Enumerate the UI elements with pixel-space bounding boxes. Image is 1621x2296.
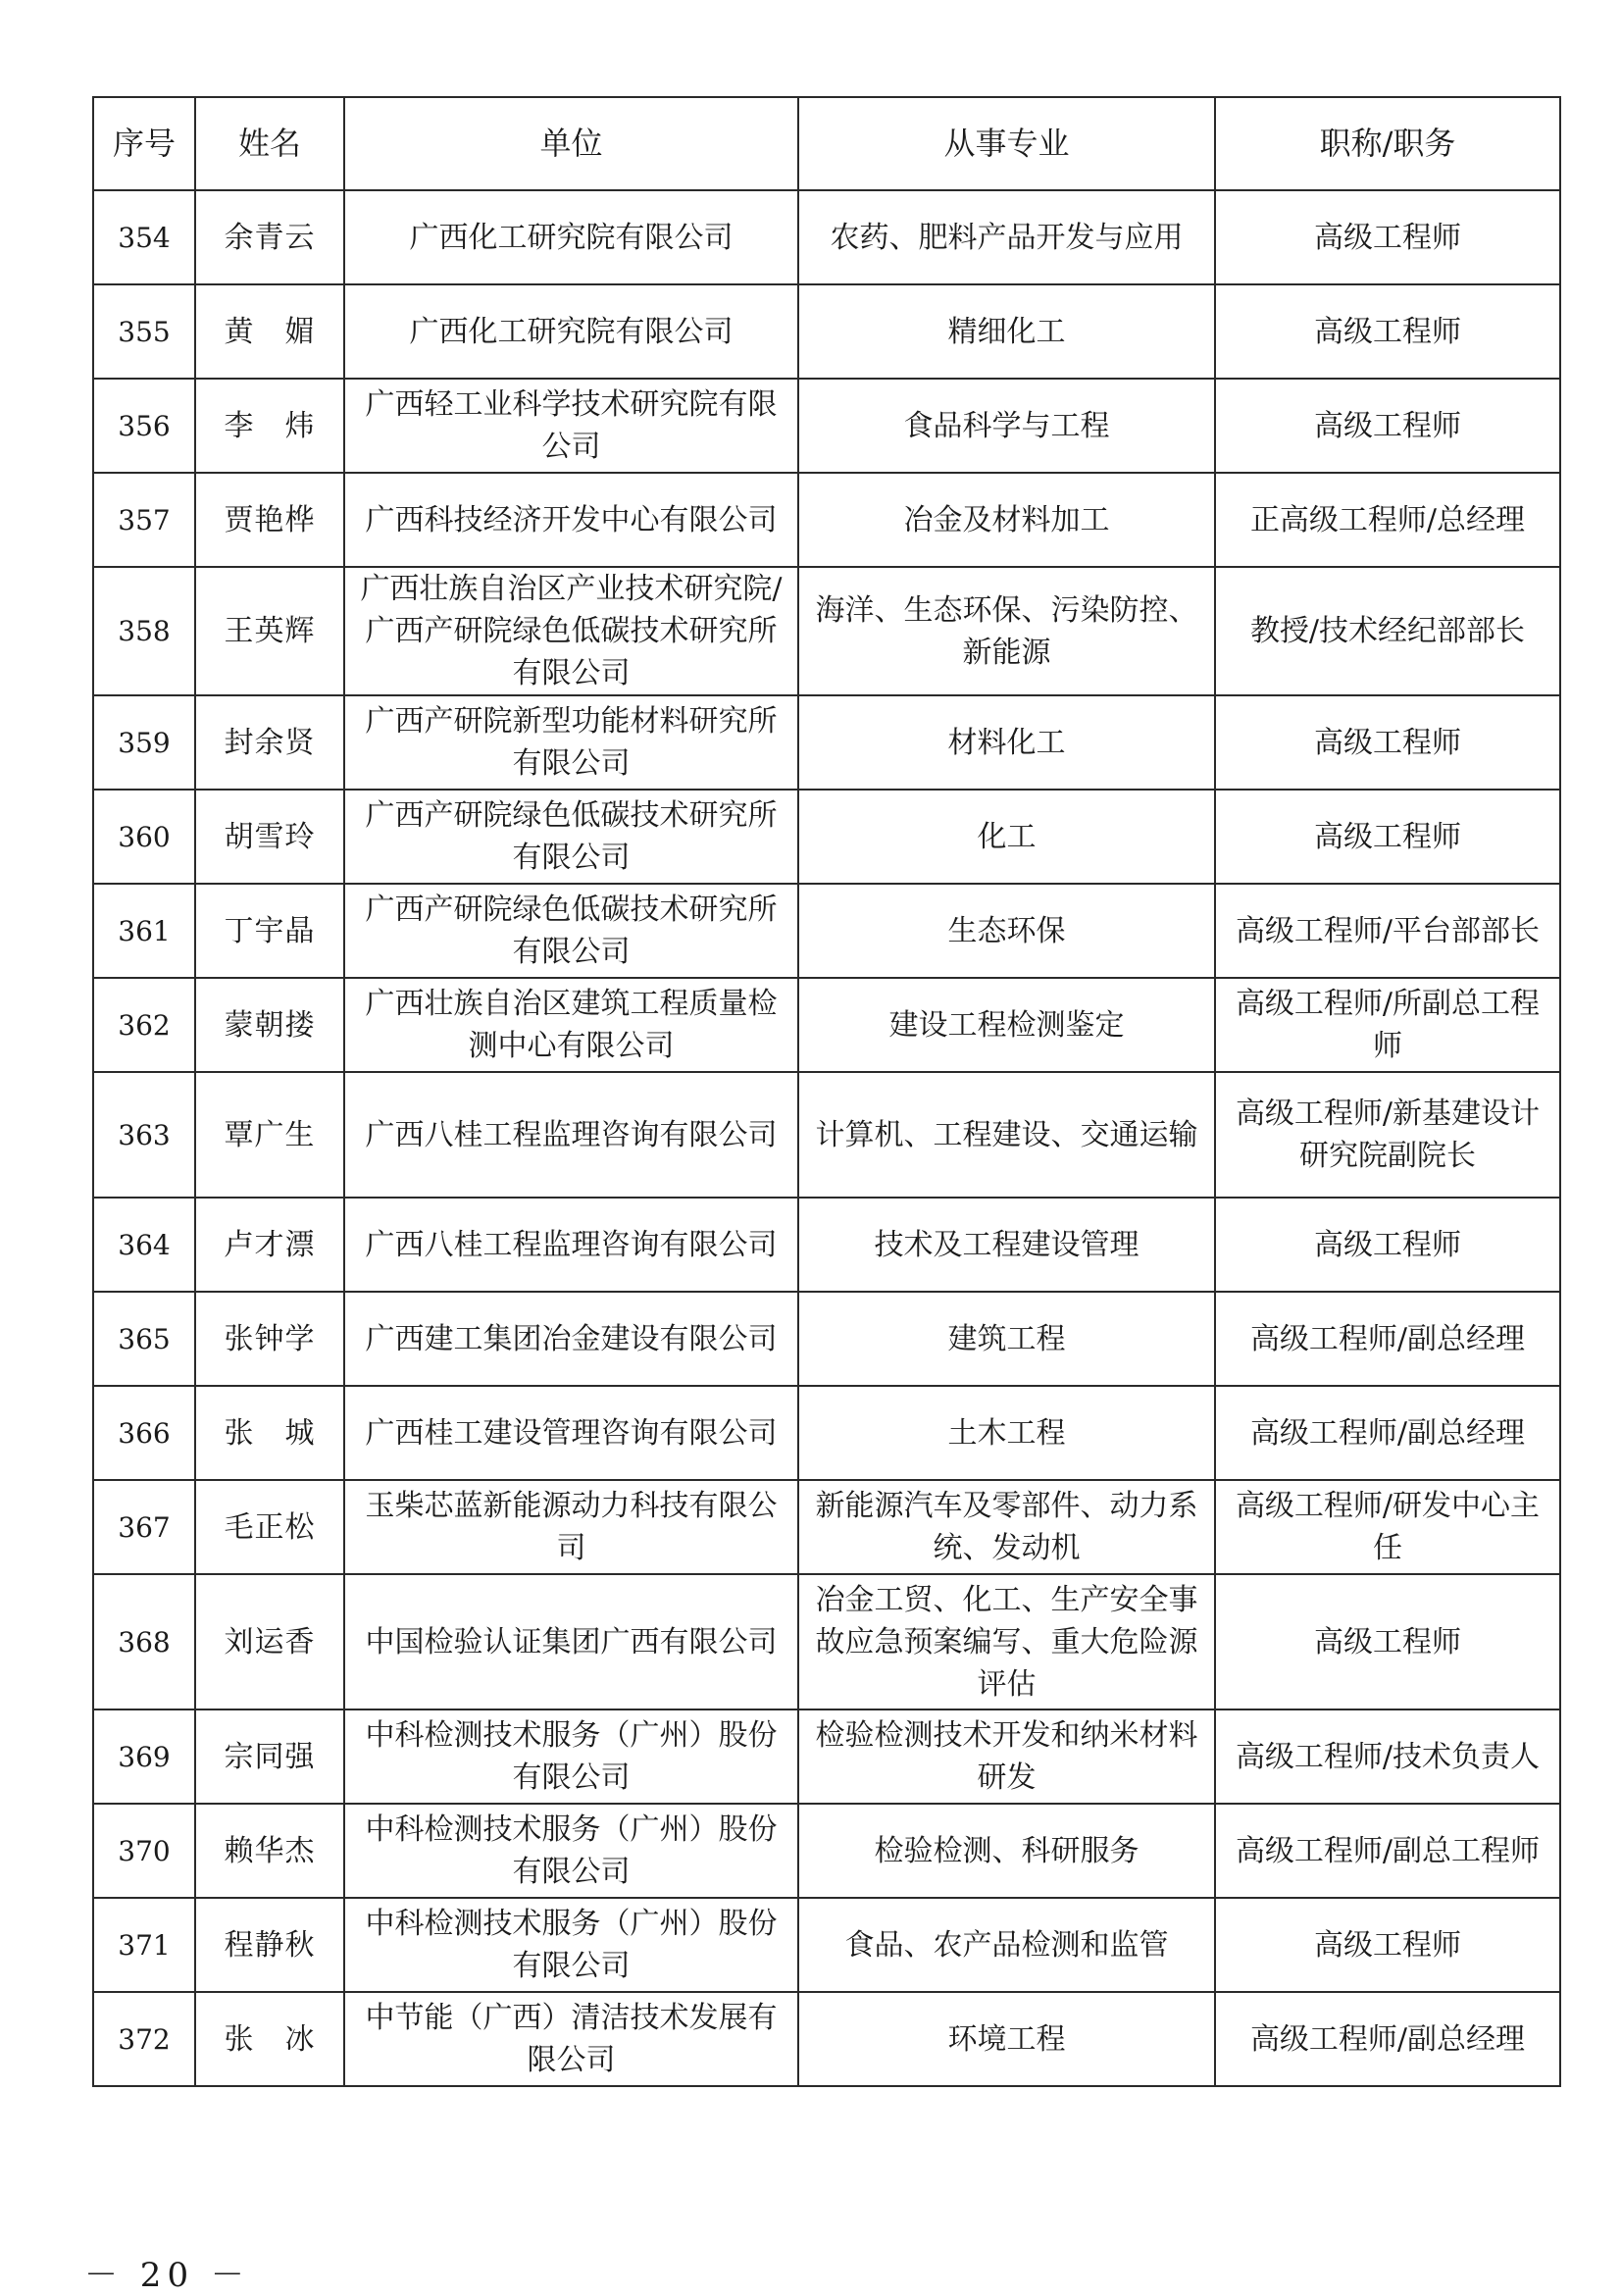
cell-no: 363 (93, 1072, 195, 1198)
cell-major: 环境工程 (798, 1992, 1215, 2086)
cell-unit: 中科检测技术服务（广州）股份有限公司 (344, 1709, 798, 1804)
cell-no: 366 (93, 1386, 195, 1480)
cell-unit: 广西壮族自治区建筑工程质量检测中心有限公司 (344, 978, 798, 1072)
cell-major: 农药、肥料产品开发与应用 (798, 190, 1215, 284)
cell-no: 357 (93, 473, 195, 567)
cell-no: 370 (93, 1804, 195, 1898)
cell-major: 新能源汽车及零部件、动力系统、发动机 (798, 1480, 1215, 1574)
cell-major: 技术及工程建设管理 (798, 1198, 1215, 1292)
cell-name: 贾艳桦 (195, 473, 344, 567)
cell-name: 张 冰 (195, 1992, 344, 2086)
cell-name: 余青云 (195, 190, 344, 284)
cell-name: 刘运香 (195, 1574, 344, 1709)
table-row (93, 284, 1560, 379)
cell-major: 检验检测、科研服务 (798, 1804, 1215, 1898)
cell-no: 365 (93, 1292, 195, 1386)
cell-unit: 中节能（广西）清洁技术发展有限公司 (344, 1992, 798, 2086)
cell-title: 高级工程师/新基建设计研究院副院长 (1215, 1072, 1560, 1198)
header-title: 职称/职务 (1215, 97, 1560, 190)
cell-no: 360 (93, 790, 195, 884)
table-row (93, 1072, 1560, 1198)
cell-unit: 广西轻工业科学技术研究院有限公司 (344, 379, 798, 473)
cell-title: 高级工程师 (1215, 284, 1560, 379)
cell-unit: 广西科技经济开发中心有限公司 (344, 473, 798, 567)
cell-title: 高级工程师/副总经理 (1215, 1292, 1560, 1386)
cell-no: 354 (93, 190, 195, 284)
cell-unit: 中科检测技术服务（广州）股份有限公司 (344, 1804, 798, 1898)
table-row (93, 1480, 1560, 1574)
cell-unit: 玉柴芯蓝新能源动力科技有限公司 (344, 1480, 798, 1574)
cell-unit: 广西八桂工程监理咨询有限公司 (344, 1072, 798, 1198)
cell-title: 正高级工程师/总经理 (1215, 473, 1560, 567)
cell-name: 赖华杰 (195, 1804, 344, 1898)
cell-unit: 广西产研院绿色低碳技术研究所有限公司 (344, 884, 798, 978)
cell-title: 高级工程师/副总经理 (1215, 1992, 1560, 2086)
cell-unit: 广西化工研究院有限公司 (344, 190, 798, 284)
cell-unit: 广西建工集团冶金建设有限公司 (344, 1292, 798, 1386)
cell-no: 359 (93, 695, 195, 790)
cell-name: 覃广生 (195, 1072, 344, 1198)
table-row (93, 1198, 1560, 1292)
header-no: 序号 (93, 97, 195, 190)
table-row (93, 695, 1560, 790)
cell-name: 王英辉 (195, 567, 344, 695)
expert-table (92, 96, 1561, 2087)
cell-major: 精细化工 (798, 284, 1215, 379)
cell-no: 372 (93, 1992, 195, 2086)
cell-name: 张钟学 (195, 1292, 344, 1386)
cell-major: 化工 (798, 790, 1215, 884)
cell-major: 建筑工程 (798, 1292, 1215, 1386)
cell-no: 356 (93, 379, 195, 473)
table-row (93, 884, 1560, 978)
cell-title: 高级工程师 (1215, 790, 1560, 884)
cell-unit: 广西产研院新型功能材料研究所有限公司 (344, 695, 798, 790)
table-row (93, 790, 1560, 884)
cell-name: 蒙朝搂 (195, 978, 344, 1072)
cell-name: 毛正松 (195, 1480, 344, 1574)
cell-title: 高级工程师 (1215, 379, 1560, 473)
cell-no: 368 (93, 1574, 195, 1709)
cell-no: 362 (93, 978, 195, 1072)
cell-title: 高级工程师/研发中心主任 (1215, 1480, 1560, 1574)
cell-title: 高级工程师 (1215, 1898, 1560, 1992)
cell-major: 冶金工贸、化工、生产安全事故应急预案编写、重大危险源评估 (798, 1574, 1215, 1709)
cell-title: 高级工程师 (1215, 695, 1560, 790)
cell-unit: 广西八桂工程监理咨询有限公司 (344, 1198, 798, 1292)
table-row (93, 1804, 1560, 1898)
cell-name: 程静秋 (195, 1898, 344, 1992)
cell-name: 宗同强 (195, 1709, 344, 1804)
cell-no: 361 (93, 884, 195, 978)
cell-name: 丁宇晶 (195, 884, 344, 978)
cell-no: 367 (93, 1480, 195, 1574)
header-name: 姓名 (195, 97, 344, 190)
cell-title: 高级工程师/副总工程师 (1215, 1804, 1560, 1898)
cell-major: 生态环保 (798, 884, 1215, 978)
cell-unit: 广西化工研究院有限公司 (344, 284, 798, 379)
page-number: － 20 － (84, 2256, 250, 2295)
cell-no: 371 (93, 1898, 195, 1992)
table-row (93, 567, 1560, 695)
table-row (93, 1898, 1560, 1992)
cell-title: 高级工程师/技术负责人 (1215, 1709, 1560, 1804)
table-header-row (93, 97, 1560, 190)
cell-major: 计算机、工程建设、交通运输 (798, 1072, 1215, 1198)
cell-no: 358 (93, 567, 195, 695)
cell-title: 高级工程师/所副总工程师 (1215, 978, 1560, 1072)
cell-title: 高级工程师 (1215, 190, 1560, 284)
table-row (93, 1992, 1560, 2086)
cell-major: 食品、农产品检测和监管 (798, 1898, 1215, 1992)
header-unit: 单位 (344, 97, 798, 190)
table-row (93, 1574, 1560, 1709)
cell-name: 胡雪玲 (195, 790, 344, 884)
table-row (93, 473, 1560, 567)
table-row (93, 1292, 1560, 1386)
cell-title: 高级工程师/副总经理 (1215, 1386, 1560, 1480)
cell-title: 高级工程师 (1215, 1574, 1560, 1709)
cell-title: 高级工程师/平台部部长 (1215, 884, 1560, 978)
cell-major: 食品科学与工程 (798, 379, 1215, 473)
table-row (93, 1386, 1560, 1480)
expert-list-sheet (92, 96, 1559, 2087)
cell-major: 材料化工 (798, 695, 1215, 790)
cell-major: 土木工程 (798, 1386, 1215, 1480)
table-row (93, 1709, 1560, 1804)
cell-unit: 广西桂工建设管理咨询有限公司 (344, 1386, 798, 1480)
cell-no: 355 (93, 284, 195, 379)
cell-name: 卢才漂 (195, 1198, 344, 1292)
cell-major: 冶金及材料加工 (798, 473, 1215, 567)
cell-no: 364 (93, 1198, 195, 1292)
cell-name: 李 炜 (195, 379, 344, 473)
cell-no: 369 (93, 1709, 195, 1804)
cell-unit: 中国检验认证集团广西有限公司 (344, 1574, 798, 1709)
table-row (93, 190, 1560, 284)
header-major: 从事专业 (798, 97, 1215, 190)
cell-name: 封余贤 (195, 695, 344, 790)
cell-major: 检验检测技术开发和纳米材料研发 (798, 1709, 1215, 1804)
cell-unit: 广西壮族自治区产业技术研究院/广西产研院绿色低碳技术研究所有限公司 (344, 567, 798, 695)
cell-major: 海洋、生态环保、污染防控、新能源 (798, 567, 1215, 695)
cell-major: 建设工程检测鉴定 (798, 978, 1215, 1072)
cell-title: 教授/技术经纪部部长 (1215, 567, 1560, 695)
cell-name: 张 城 (195, 1386, 344, 1480)
cell-name: 黄 媚 (195, 284, 344, 379)
cell-unit: 中科检测技术服务（广州）股份有限公司 (344, 1898, 798, 1992)
cell-unit: 广西产研院绿色低碳技术研究所有限公司 (344, 790, 798, 884)
table-row (93, 379, 1560, 473)
cell-title: 高级工程师 (1215, 1198, 1560, 1292)
table-row (93, 978, 1560, 1072)
